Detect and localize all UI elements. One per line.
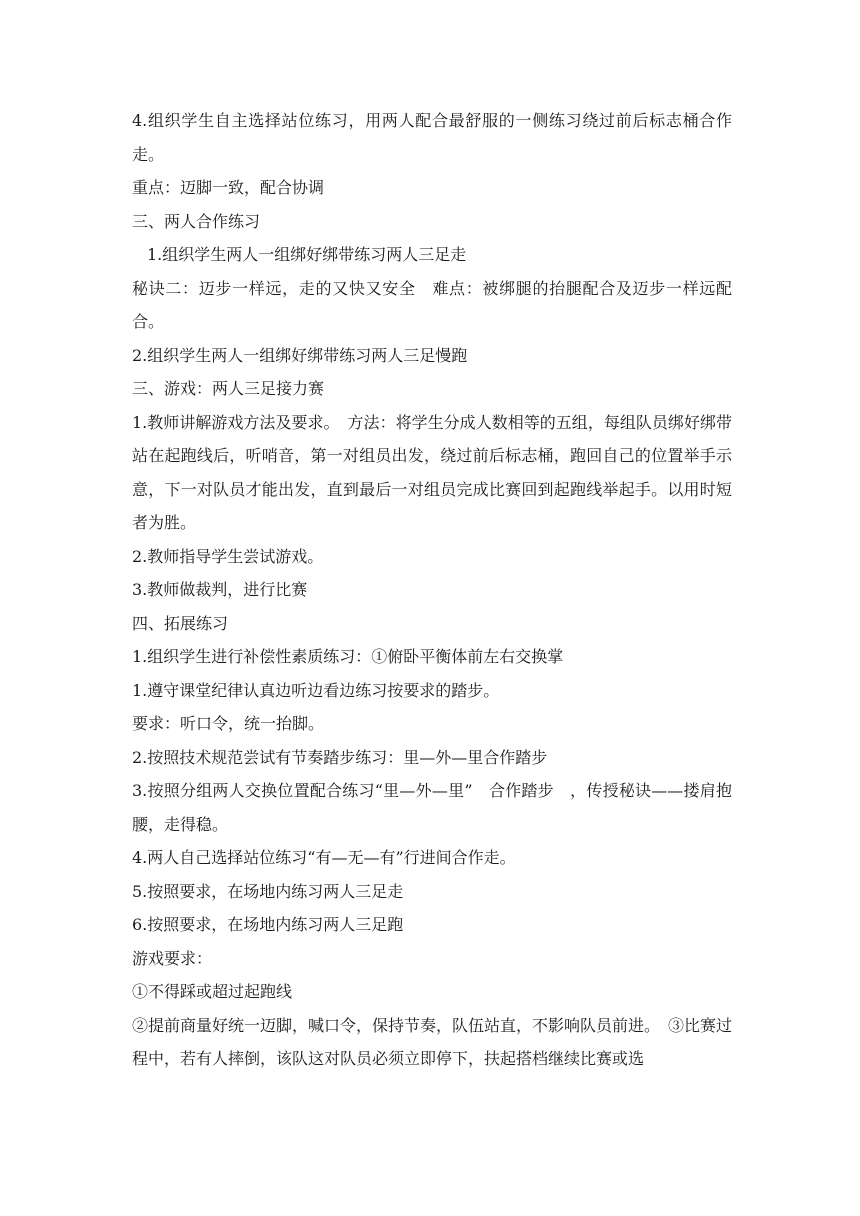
key-point-line: 重点：迈脚一致，配合协调 (132, 178, 325, 197)
game-rule-2-3: ②提前商量好统一迈脚，喊口令，保持节奏，队伍站直，不影响队员前进。 ③比赛过程中，若有人摔倒，该队这对队员必须立即停下，扶起搭档继续比赛或选 (132, 1015, 733, 1068)
tip-two-difficulty-line: 秘诀二：迈步一样远，走的又快又安全 难点：被绑腿的抬腿配合及迈步一样远配合。 (132, 278, 732, 331)
paragraph-field-walk: 5.按照要求，在场地内练习两人三足走 (132, 881, 404, 901)
section-heading-pair-practice: 三、两人合作练习 (132, 211, 261, 231)
paragraph-classroom-discipline: 1.遵守课堂纪律认真边听边看边练习按要求的踏步。 (132, 680, 500, 700)
paragraph-4-self-select-position: 4.组织学生自主选择站位练习，用两人配合最舒服的一侧练习绕过前后标志桶合作走。 (132, 111, 732, 164)
paragraph-swap-position-practice: 3.按照分组两人交换位置配合练习“里—外—里” 合作踏步 ，传授秘诀——搂肩抱腰，走得稳。 (132, 781, 732, 834)
document-body (132, 104, 732, 1076)
paragraph-field-run: 6.按照要求，在场地内练习两人三足跑 (132, 915, 404, 934)
paragraph-marching-cooperation: 4.两人自己选择站位练习“有—无—有”行进间合作走。 (132, 848, 516, 867)
game-rule-1: ①不得踩或超过起跑线 (132, 982, 293, 1001)
paragraph-teacher-guides: 2.教师指导学生尝试游戏。 (132, 546, 324, 566)
section-heading-extension-practice: 四、拓展练习 (132, 613, 229, 633)
paragraph-game-method: 1.教师讲解游戏方法及要求。 方法：将学生分成人数相等的五组，每组队员绑好绑带站在起跑线后，听哨音，第一对组员出发，绕过前后标志桶，跑回自己的位置举手示意，下一对队员才能出发，直到最后一对组员完成比赛回到起跑线举起手。以用时短者为胜。 (132, 412, 732, 532)
paragraph-rhythm-stepping: 2.按照技术规范尝试有节奏踏步练习：里—外—里合作踏步 (132, 747, 548, 767)
paragraph-compensatory-practice: 1.组织学生进行补偿性素质练习：①俯卧平衡体前左右交换掌 (132, 647, 564, 666)
section-heading-game-relay: 三、游戏：两人三足接力赛 (132, 379, 325, 398)
paragraph-pair-three-legged-jog: 2.组织学生两人一组绑好绑带练习两人三足慢跑 (132, 345, 468, 365)
requirement-line: 要求：听口令，统一抬脚。 (132, 714, 325, 733)
game-requirements-heading: 游戏要求： (132, 948, 213, 968)
paragraph-pair-three-legged-walk: 1.组织学生两人一组绑好绑带练习两人三足走 (147, 245, 467, 264)
paragraph-teacher-referee: 3.教师做裁判，进行比赛 (132, 580, 308, 599)
